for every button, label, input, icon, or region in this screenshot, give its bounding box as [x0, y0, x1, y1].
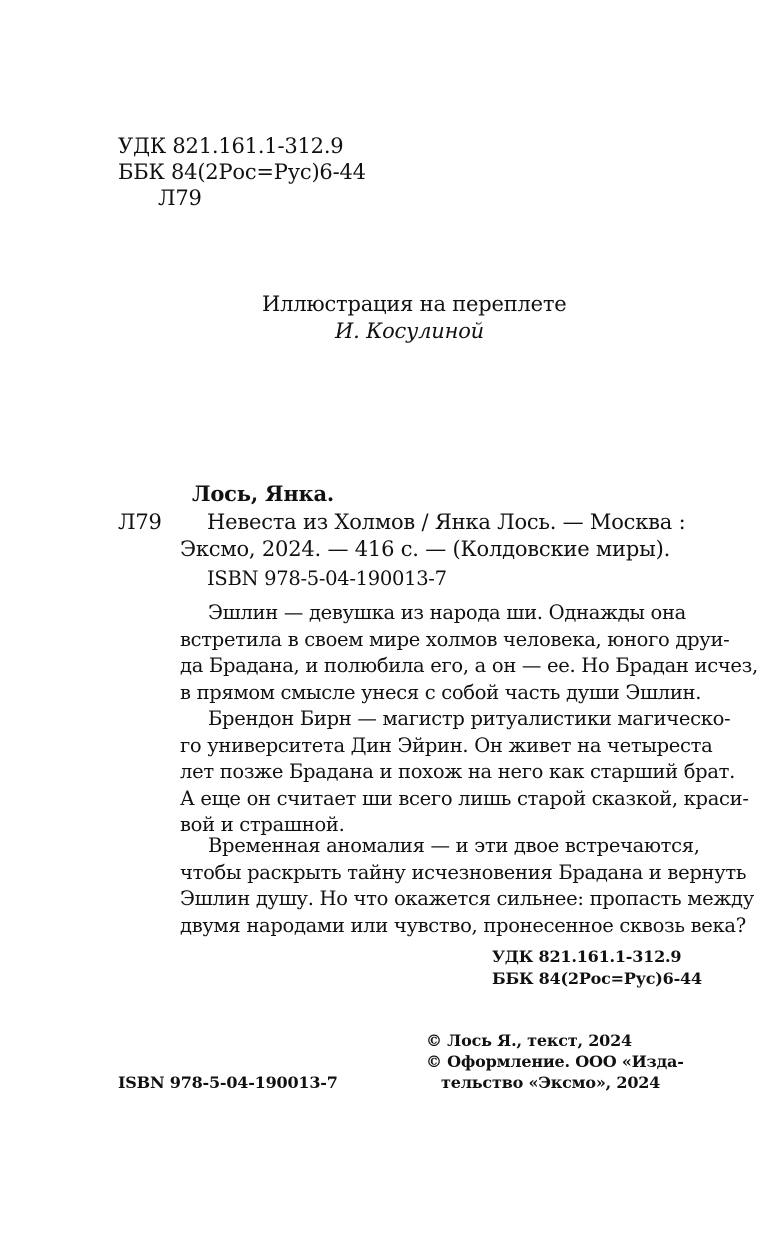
annotation-line: вой и страшной.	[180, 813, 345, 836]
bottom-udk-code: УДК 821.161.1-312.9	[492, 947, 682, 966]
annotation-paragraph-2	[180, 706, 749, 839]
annotation-line: Брендон Бирн — магистр ритуалистики магическо-	[208, 707, 731, 730]
annotation-line: Временная аномалия — и эти двое встречаются,	[208, 834, 700, 857]
udk-code: УДК 821.161.1-312.9	[118, 134, 344, 158]
author-sign: Л79	[158, 186, 202, 210]
copyright-design-line2: тельство «Эксмо», 2024	[441, 1073, 661, 1092]
annotation-line: встретила в своем мире холмов человека, юного друи-	[180, 627, 730, 651]
annotation-line: лет позже Брадана и похож на него как старший брат.	[180, 760, 736, 783]
footer-isbn: ISBN 978-5-04-190013-7	[118, 1073, 338, 1092]
illustration-artist: И. Косулиной	[335, 319, 484, 343]
illustration-caption: Иллюстрация на переплете	[262, 292, 567, 316]
catalog-title-line2: Эксмо, 2024. — 416 с. — (Колдовские миры).	[180, 537, 671, 561]
annotation-line: Эшлин — девушка из народа ши. Однажды она	[208, 601, 686, 624]
annotation-line: А еще он считает ши всего лишь старой сказкой, краси-	[180, 786, 749, 810]
annotation-line: Эшлин душу. Но что окажется сильнее: пропасть между	[180, 887, 754, 910]
annotation-line: чтобы раскрыть тайну исчезновения Брадана и вернуть	[180, 860, 747, 884]
annotation-line: в прямом смысле унеся с собой часть души Эшлин.	[180, 680, 702, 704]
annotation-paragraph-1	[180, 600, 758, 706]
catalog-title-line1: Невеста из Холмов / Янка Лось. — Москва :	[207, 510, 686, 534]
catalog-sign: Л79	[118, 510, 162, 534]
annotation-line: да Брадана, и полюбила его, а он — ее. Но Брадан исчез,	[180, 654, 758, 677]
bbk-code: ББК 84(2Рос=Рус)6-44	[118, 160, 366, 184]
catalog-author: Лось, Янка.	[192, 481, 335, 506]
copyright-design-line1: © Оформление. ООО «Изда-	[426, 1052, 684, 1071]
annotation-paragraph-3	[180, 833, 754, 939]
bottom-bbk-code: ББК 84(2Рос=Рус)6-44	[492, 969, 702, 988]
annotation-line: двумя народами или чувство, пронесенное сквозь века?	[180, 913, 746, 937]
catalog-isbn: ISBN 978-5-04-190013-7	[207, 567, 447, 590]
annotation-line: го университета Дин Эйрин. Он живет на четыреста	[180, 733, 713, 757]
copyright-text: © Лось Я., текст, 2024	[426, 1031, 632, 1050]
